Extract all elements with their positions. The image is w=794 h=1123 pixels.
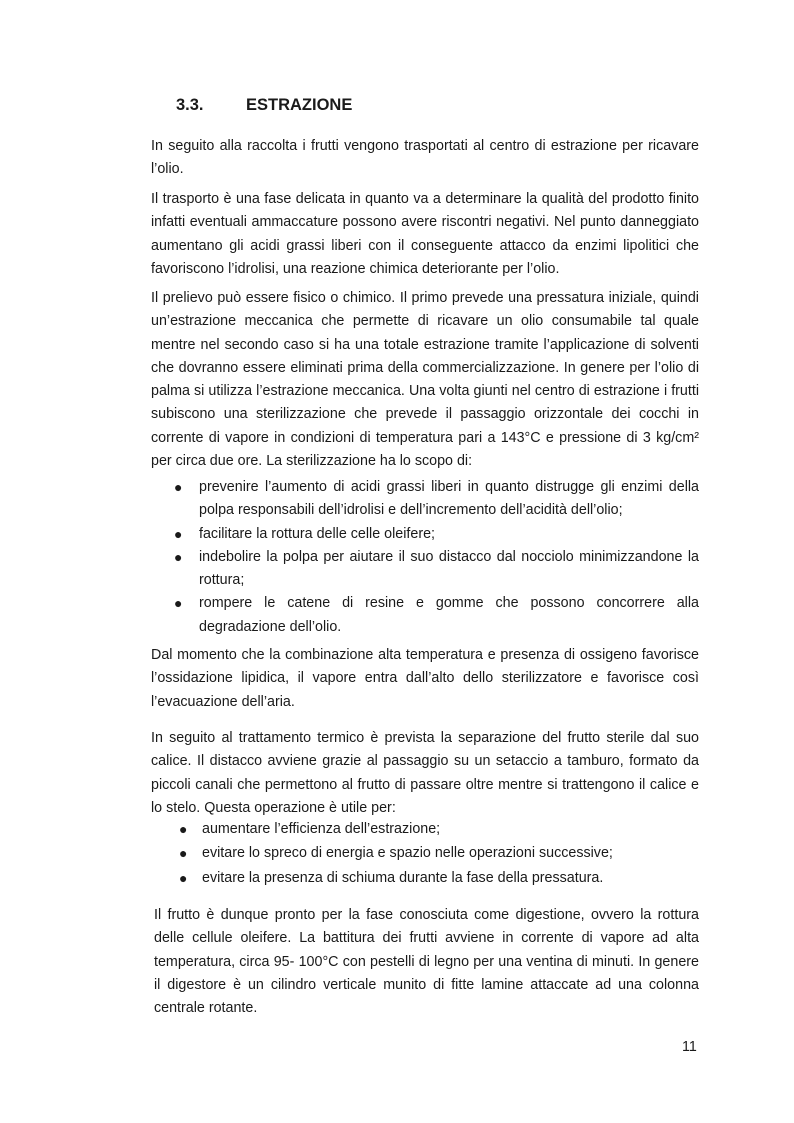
bullet-icon: ● bbox=[179, 869, 188, 886]
sterilization-purpose-list bbox=[151, 476, 699, 639]
list-item: ● facilitare la rottura delle celle oleifere; bbox=[151, 523, 699, 546]
section-title: ESTRAZIONE bbox=[246, 96, 353, 114]
list-item: ● evitare lo spreco di energia e spazio nelle operazioni successive; bbox=[151, 842, 699, 865]
section-heading bbox=[176, 96, 352, 115]
list-item: ● aumentare l’efficienza dell’estrazione; bbox=[151, 818, 699, 841]
bullet-icon: ● bbox=[179, 845, 188, 862]
paragraph-digestion: Il frutto è dunque pronto per la fase conosciuta come digestione, ovvero la rottura delle cellule oleifere. La battitura dei frutti avviene in corrente di vapore ad alta temperatura, circa 95- 100°C con pestelli di legno per una ventina di minuti. In genere il digestore è un cilindro verticale munito di fitte lamine attaccate ad una colonna centrale rotante. bbox=[154, 907, 699, 1017]
list-item: ● rompere le catene di resine e gomme che possono concorrere alla degradazione dell’olio. bbox=[151, 592, 699, 639]
paragraph-intro: In seguito alla raccolta i frutti vengono trasportati al centro di estrazione per ricavare l’olio. bbox=[151, 138, 699, 178]
list-item: ● prevenire l’aumento di acidi grassi liberi in quanto distrugge gli enzimi della polpa responsabili dell’idrolisi e dell’incremento dell’acidità dell’olio; bbox=[151, 476, 699, 523]
paragraph-extraction: Il prelievo può essere fisico o chimico. Il primo prevede una pressatura iniziale, quindi un’estrazione meccanica che permette di ricavare un olio consumabile tal quale mentre nel secondo caso si ha una totale estrazione tramite l’applicazione di solventi che dovranno essere eliminati prima della commercializzazione. In genere per l’olio di palma si utilizza l’estrazione meccanica. Una volta giunti nel centro di estrazione i frutti subiscono una sterilizzazione che prevede il passaggio orizzontale dei cocchi in corrente di vapore in condizioni di temperatura pari a 143°C e pressione di 3 kg/cm² per circa due ore. La sterilizzazione ha lo scopo di: bbox=[151, 290, 699, 470]
paragraph-transport: Il trasporto è una fase delicata in quanto va a determinare la qualità del prodotto finito infatti eventuali ammaccature possono avere riscontri negativi. Nel punto danneggiato aumentano gli acidi grassi liberi con il conseguente attacco da enzimi lipolitici che favoriscono l’idrolisi, una reazione chimica deteriorante per l’olio. bbox=[151, 191, 699, 277]
bullet-icon: ● bbox=[174, 479, 183, 495]
bullet-icon: ● bbox=[179, 821, 188, 837]
separation-benefits-list bbox=[151, 818, 699, 891]
bullet-icon: ● bbox=[174, 595, 183, 612]
bullet-icon: ● bbox=[174, 525, 183, 542]
list-item: ● indebolire la polpa per aiutare il suo distacco dal nocciolo minimizzandone la rottura; bbox=[151, 546, 699, 593]
bullet-icon: ● bbox=[174, 548, 183, 565]
paragraph-separation: In seguito al trattamento termico è prevista la separazione del frutto sterile dal suo calice. Il distacco avviene grazie al passaggio su un setaccio a tamburo, formato da piccoli canali che permettono al frutto di passare oltre mentre si trattengono il calice e lo stelo. Questa operazione è utile per: bbox=[151, 730, 699, 816]
page-number: 11 bbox=[682, 1039, 697, 1055]
paragraph-oxidation: Dal momento che la combinazione alta temperatura e presenza di ossigeno favorisce l’ossidazione lipidica, il vapore entra dall’alto dello sterilizzatore e favorisce così l’evacuazione dell’aria. bbox=[151, 647, 699, 710]
list-item: ● evitare la presenza di schiuma durante la fase della pressatura. bbox=[151, 867, 699, 890]
section-number: 3.3. bbox=[176, 96, 204, 114]
